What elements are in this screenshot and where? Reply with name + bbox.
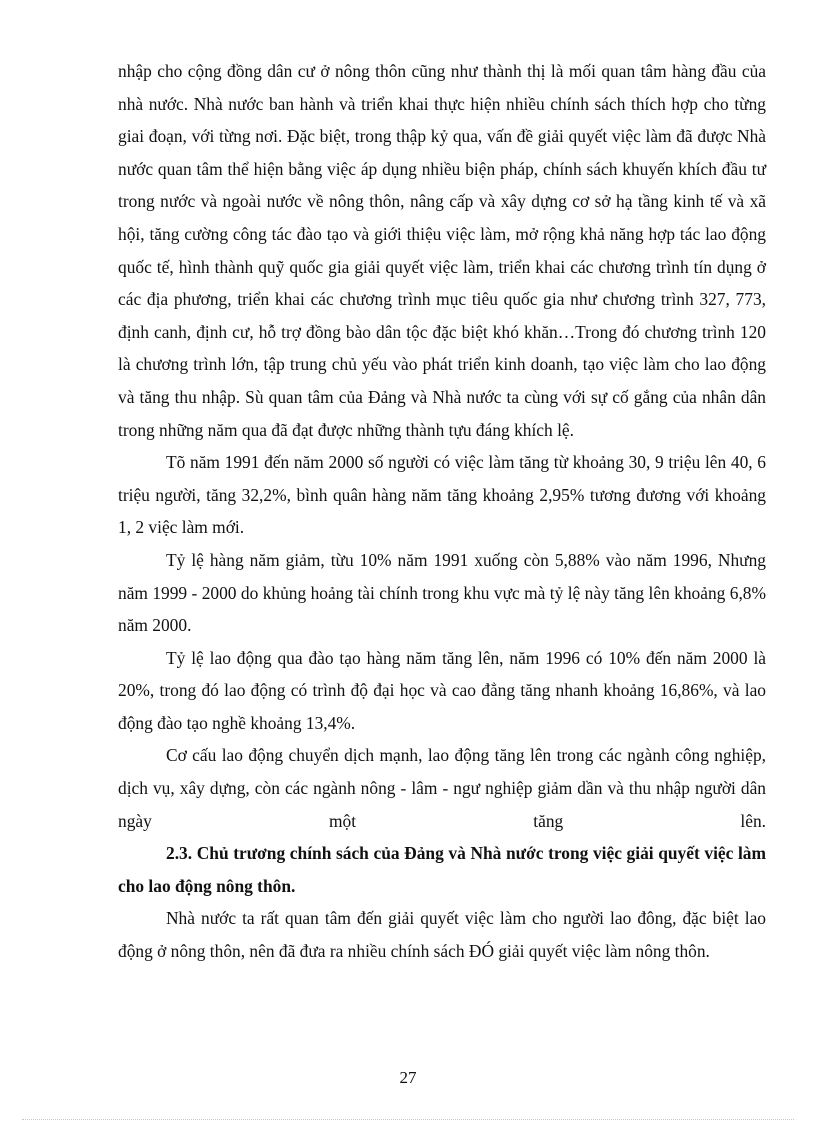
section-heading-2-3: 2.3. Chủ trương chính sách của Đảng và Nhà nước trong việc giải quyết việc làm cho lao động nông thôn.	[118, 843, 766, 896]
paragraph-intro-continued: nhập cho cộng đồng dân cư ở nông thôn cũng như thành thị là mối quan tâm hàng đầu của nhà nước. Nhà nước ban hành và triển khai thực hiện nhiều chính sách thích hợp cho từng giai đoạn, với từng nơi. Đặc biệt, trong thập kỷ qua, vấn đề giải quyết việc làm đã được Nhà nước quan tâm thể hiện bằng việc áp dụng nhiều biện pháp, chính sách khuyến khích đầu tư trong nước và ngoài nước về nông thôn, nâng cấp và xây dựng cơ sở hạ tầng kinh tế và xã hội, tăng cường công tác đào tạo và giới thiệu việc làm, mở rộng khả năng hợp tác lao động quốc tế, hình thành quỹ quốc gia giải quyết việc làm, triển khai các chương trình tín dụng ở các địa phương, triển khai các chương trình mục tiêu quốc gia như chương trình 327, 773, định canh, định cư, hỗ trợ đồng bào dân tộc đặc biệt khó khăn…Trong đó chương trình 120 là chương trình lớn, tập trung chủ yếu vào phát triển kinh doanh, tạo việc làm cho lao động và tăng thu nhập. Sù quan tâm của Đảng và Nhà nước ta cùng với sự cố gắng của nhân dân trong những năm qua đã đạt được những thành tựu đáng khích lệ.	[118, 61, 766, 440]
paragraph-trained-labor: Tỷ lệ lao động qua đào tạo hàng năm tăng lên, năm 1996 có 10% đến năm 2000 là 20%, trong đó lao động có trình độ đại học và cao đẳng tăng nhanh khoảng 16,86%, và lao động đào tạo nghề khoảng 13,4%.	[118, 647, 766, 733]
page-number: 27	[399, 1068, 417, 1087]
paragraph-employment-growth: Tõ năm 1991 đến năm 2000 số người có việc làm tăng từ khoảng 30, 9 triệu lên 40, 6 triệu người, tăng 32,2%, bình quân hàng năm tăng khoảng 2,95% tương đương với khoảng 1, 2 việc làm mới.	[118, 452, 766, 538]
document-page	[118, 55, 766, 968]
footer-divider	[22, 1119, 794, 1120]
paragraph-unemployment-rate: Tỷ lệ hàng năm giảm, từu 10% năm 1991 xuống còn 5,88% vào năm 1996, Nhưng năm 1999 - 2000 do khủng hoảng tài chính trong khu vực mà tỷ lệ này tăng lên khoảng 6,8% năm 2000.	[118, 549, 766, 636]
paragraph-labor-structure: Cơ cấu lao động chuyển dịch mạnh, lao động tăng lên trong các ngành công nghiệp, dịch vụ, xây dựng, còn các ngành nông - lâm - ngư nghiệp giảm dần và thu nhập người dân ngày một tăng lên.	[118, 745, 766, 831]
paragraph-state-policy: Nhà nước ta rất quan tâm đến giải quyết việc làm cho người lao đông, đặc biệt lao động ở nông thôn, nên đã đưa ra nhiều chính sách ĐÓ giải quyết việc làm nông thôn.	[118, 908, 766, 962]
